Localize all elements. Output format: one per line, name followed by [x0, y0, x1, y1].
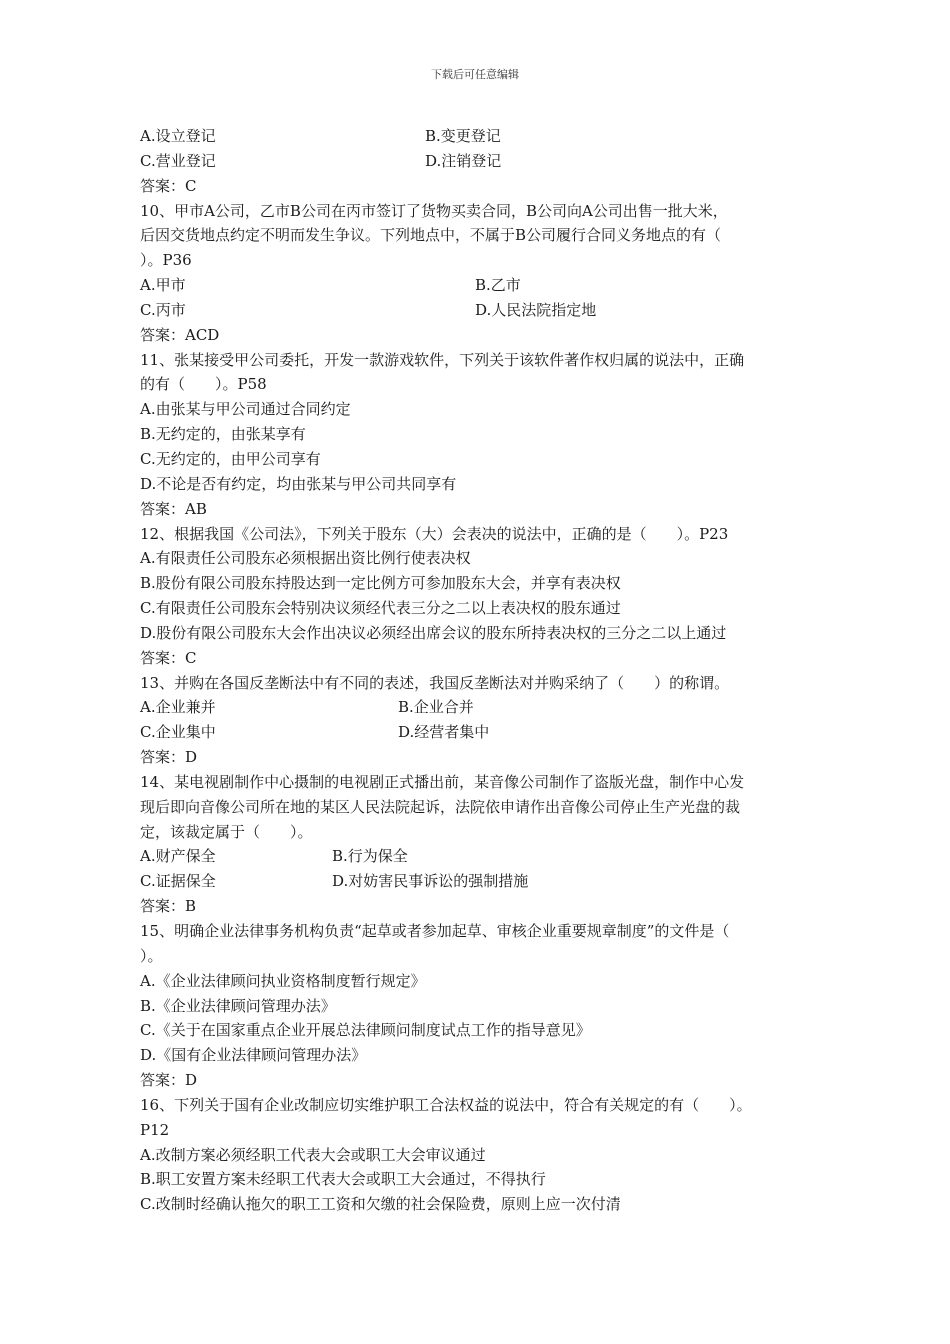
q11-option-d: D.不论是否有约定，均由张某与甲公司共同享有 — [140, 474, 457, 493]
q16-option-a: A.改制方案必须经职工代表大会或职工大会审议通过 — [140, 1145, 486, 1164]
q12-answer: 答案：C — [140, 648, 197, 667]
q12-option-d: D.股份有限公司股东大会作出决议必须经出席会议的股东所持表决权的三分之二以上通过 — [140, 623, 727, 642]
q9-option-a: A.设立登记 — [140, 127, 216, 145]
q10-option-c: C.丙市 — [140, 300, 186, 319]
q13-options-row-2 — [140, 720, 820, 745]
q15-option-a: A.《企业法律顾问执业资格制度暂行规定》 — [140, 971, 426, 990]
q9-option-d: D.注销登记 — [425, 151, 502, 170]
q15-option-b: B.《企业法律顾问管理办法》 — [140, 996, 336, 1015]
q14-option-a: A.财产保全 — [140, 847, 216, 866]
q14-answer: 答案：B — [140, 897, 197, 916]
q13-options-row-1 — [140, 695, 820, 720]
q13-option-b: B.企业合并 — [398, 698, 474, 717]
q13-option-d: D.经营者集中 — [398, 723, 490, 742]
q15-option-d: D.《国有企业法律顾问管理办法》 — [140, 1046, 367, 1065]
q10-option-b: B.乙市 — [475, 276, 521, 295]
q12-option-a: A.有限责任公司股东必须根据出资比例行使表决权 — [140, 549, 471, 568]
q11-stem-line-2: 的有（ ）。P58 — [140, 375, 267, 394]
q11-option-c: C.无约定的，由甲公司享有 — [140, 449, 321, 468]
q15-stem-line-1: 15、明确企业法律事务机构负责“起草或者参加起草、审核企业重要规章制度”的文件是（ — [140, 922, 730, 940]
q9-option-b: B.变更登记 — [425, 127, 501, 145]
q14-stem-line-1: 14、某电视剧制作中心摄制的电视剧正式播出前，某音像公司制作了盗版光盘，制作中心发 — [140, 772, 745, 791]
q9-option-c: C.营业登记 — [140, 151, 216, 170]
q12-option-c: C.有限责任公司股东会特别决议须经代表三分之二以上表决权的股东通过 — [140, 599, 621, 618]
q10-stem-line-1: 10、甲市A公司，乙市B公司在丙市签订了货物买卖合同，B公司向A公司出售一批大米， — [140, 201, 728, 220]
q16-stem-line-1: 16、下列关于国有企业改制应切实维护职工合法权益的说法中，符合有关规定的有（ ）。 — [140, 1095, 752, 1114]
q16-option-b: B.职工安置方案未经职工代表大会或职工大会通过，不得执行 — [140, 1170, 546, 1189]
q16-option-c: C.改制时经确认拖欠的职工工资和欠缴的社会保险费，原则上应一次付清 — [140, 1195, 621, 1214]
q13-option-c: C.企业集中 — [140, 723, 216, 742]
q14-options-row-2 — [140, 869, 820, 894]
q13-answer: 答案：D — [140, 748, 198, 767]
q12-stem-line-1: 12、根据我国《公司法》，下列关于股东（大）会表决的说法中，正确的是（ ）。P23 — [140, 524, 729, 543]
q10-option-a: A.甲市 — [140, 276, 186, 295]
q13-option-a: A.企业兼并 — [140, 698, 216, 717]
q10-option-d: D.人民法院指定地 — [475, 300, 597, 319]
q15-option-c: C.《关于在国家重点企业开展总法律顾问制度试点工作的指导意见》 — [140, 1021, 591, 1040]
q14-option-b: B.行为保全 — [332, 847, 408, 866]
q9-options-row-2 — [140, 149, 820, 174]
q10-options-row-2 — [140, 298, 820, 323]
q11-stem-line-1: 11、张某接受甲公司委托，开发一款游戏软件，下列关于该软件著作权归属的说法中，正确 — [140, 350, 745, 369]
q14-option-d: D.对妨害民事诉讼的强制措施 — [332, 872, 529, 891]
q10-stem-line-2: 后因交货地点约定不明而发生争议。下列地点中，不属于B公司履行合同义务地点的有（ — [140, 226, 722, 245]
q10-stem-line-3: ）。P36 — [140, 251, 192, 270]
q15-stem-line-2: ）。 — [140, 946, 163, 965]
q9-options-row-1 — [140, 124, 820, 149]
q14-stem-line-2: 现后即向音像公司所在地的某区人民法院起诉，法院依申请作出音像公司停止生产光盘的裁 — [140, 797, 741, 816]
q14-option-c: C.证据保全 — [140, 872, 216, 891]
q14-stem-line-3: 定，该裁定属于（ ）。 — [140, 822, 313, 841]
document-body — [140, 124, 820, 1217]
q10-answer: 答案：ACD — [140, 325, 220, 344]
q11-option-a: A.由张某与甲公司通过合同约定 — [140, 400, 351, 419]
q16-stem-line-2: P12 — [140, 1120, 170, 1139]
q11-answer: 答案：AB — [140, 499, 207, 518]
q13-stem-line-1: 13、并购在各国反垄断法中有不同的表述，我国反垄断法对并购采纳了（ ）的称谓。 — [140, 673, 730, 692]
page-header: 下载后可任意编辑 — [431, 68, 519, 81]
q12-option-b: B.股份有限公司股东持股达到一定比例方可参加股东大会，并享有表决权 — [140, 574, 621, 593]
q10-options-row-1 — [140, 273, 820, 298]
q9-answer: 答案：C — [140, 176, 197, 195]
q11-option-b: B.无约定的，由张某享有 — [140, 425, 306, 444]
q15-answer: 答案：D — [140, 1071, 198, 1090]
q14-options-row-1 — [140, 844, 820, 869]
